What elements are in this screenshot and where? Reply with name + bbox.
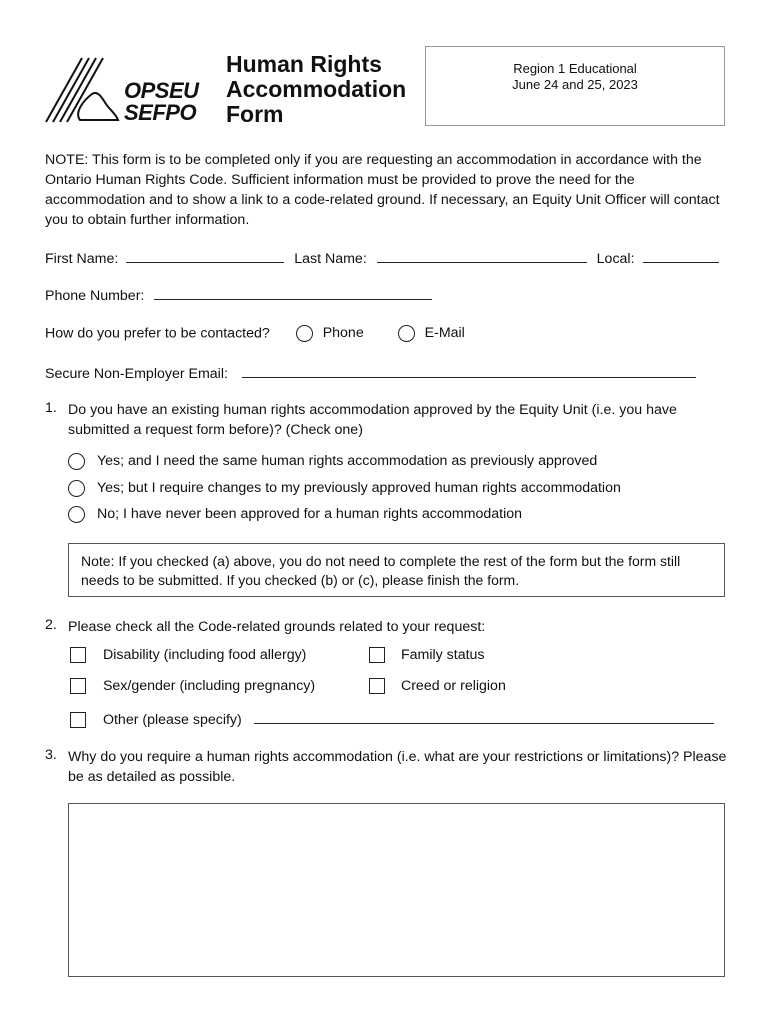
event-name: Region 1 Educational: [513, 61, 637, 76]
contact-phone-radio[interactable]: [296, 325, 313, 342]
family-status-checkbox[interactable]: [369, 647, 385, 663]
title-line-1: Human Rights: [226, 51, 382, 77]
q2-text: Please check all the Code-related grounds related to your request:: [68, 619, 486, 635]
last-name-label: Last Name:: [294, 251, 367, 267]
q1-number: 1.: [45, 400, 57, 416]
other-checkbox[interactable]: [70, 712, 86, 728]
creed-label: Creed or religion: [400, 678, 506, 694]
sex-gender-label: Sex/gender (including pregnancy): [102, 678, 316, 694]
contact-email-label: E-Mail: [424, 325, 465, 342]
logo-text-opseu: OPSEU: [124, 78, 199, 103]
phone-number-label: Phone Number:: [45, 288, 145, 304]
phone-number-field[interactable]: [154, 286, 432, 300]
first-name-label: First Name:: [45, 251, 119, 267]
disability-label: Disability (including food allergy): [102, 647, 307, 663]
title-line-3: Form: [226, 101, 284, 127]
q2-option-disability: [70, 647, 306, 663]
phone-row: [45, 286, 432, 304]
q1-option-a-radio[interactable]: [68, 453, 85, 470]
q1-option-b: [68, 480, 621, 497]
q2-option-other: [70, 710, 714, 728]
contact-phone-label: Phone: [322, 325, 364, 342]
other-specify-field[interactable]: [254, 710, 714, 724]
q1-option-c-label: No; I have never been approved for a human rights accommodation: [96, 506, 523, 523]
disability-checkbox[interactable]: [70, 647, 86, 663]
q2-option-creed: [369, 678, 506, 694]
secure-email-field[interactable]: [242, 364, 696, 378]
q1-option-c: [68, 506, 522, 523]
first-name-field[interactable]: [126, 249, 284, 263]
q1-option-c-radio[interactable]: [68, 506, 85, 523]
event-info-box: [425, 46, 725, 126]
q1-option-a-label: Yes; and I need the same human rights accommodation as previously approved: [96, 453, 598, 470]
secure-email-row: [45, 364, 696, 382]
event-dates: June 24 and 25, 2023: [512, 77, 638, 92]
q2-number: 2.: [45, 617, 57, 633]
creed-checkbox[interactable]: [369, 678, 385, 694]
q2-option-sex: [70, 678, 315, 694]
contact-email-radio[interactable]: [398, 325, 415, 342]
q1-note-box: Note: If you checked (a) above, you do not need to complete the rest of the form but the form still needs to be submitted. If you checked (b) or (c), please finish the form.: [68, 543, 725, 597]
sex-gender-checkbox[interactable]: [70, 678, 86, 694]
name-row: [45, 249, 719, 267]
title-line-2: Accommodation: [226, 76, 407, 102]
logo-text-sefpo: SEFPO: [124, 100, 197, 125]
q2-option-family: [369, 647, 485, 663]
opseu-logo: [44, 54, 216, 126]
q3-text: Why do you require a human rights accommodation (i.e. what are your restrictions or limitations)? Please be as detailed as possible.: [68, 749, 727, 785]
q3-number: 3.: [45, 747, 57, 763]
q1-option-b-radio[interactable]: [68, 480, 85, 497]
q1-option-b-label: Yes; but I require changes to my previously approved human rights accommodation: [96, 480, 621, 497]
last-name-field[interactable]: [377, 249, 587, 263]
local-label: Local:: [596, 251, 635, 267]
q1-option-a: [68, 453, 597, 470]
family-status-label: Family status: [400, 647, 485, 663]
contact-pref-row: [45, 325, 465, 342]
q1-text: Do you have an existing human rights accommodation approved by the Equity Unit (i.e. you have submitted a request form before)? (Check one): [68, 402, 677, 438]
intro-note: NOTE: This form is to be completed only if you are requesting an accommodation in accordance with the Ontario Human Rights Code. Sufficient information must be provided to prove the need for the accommodation and to show a link to a code-related ground. If necessary, an Equity Unit Officer will contact you to obtain further information.: [45, 152, 720, 228]
secure-email-label: Secure Non-Employer Email:: [45, 366, 228, 382]
page-title: [226, 52, 406, 127]
local-field[interactable]: [643, 249, 719, 263]
other-label: Other (please specify): [102, 712, 242, 728]
q3-answer-textarea[interactable]: [68, 803, 725, 977]
contact-pref-label: How do you prefer to be contacted?: [45, 325, 270, 342]
